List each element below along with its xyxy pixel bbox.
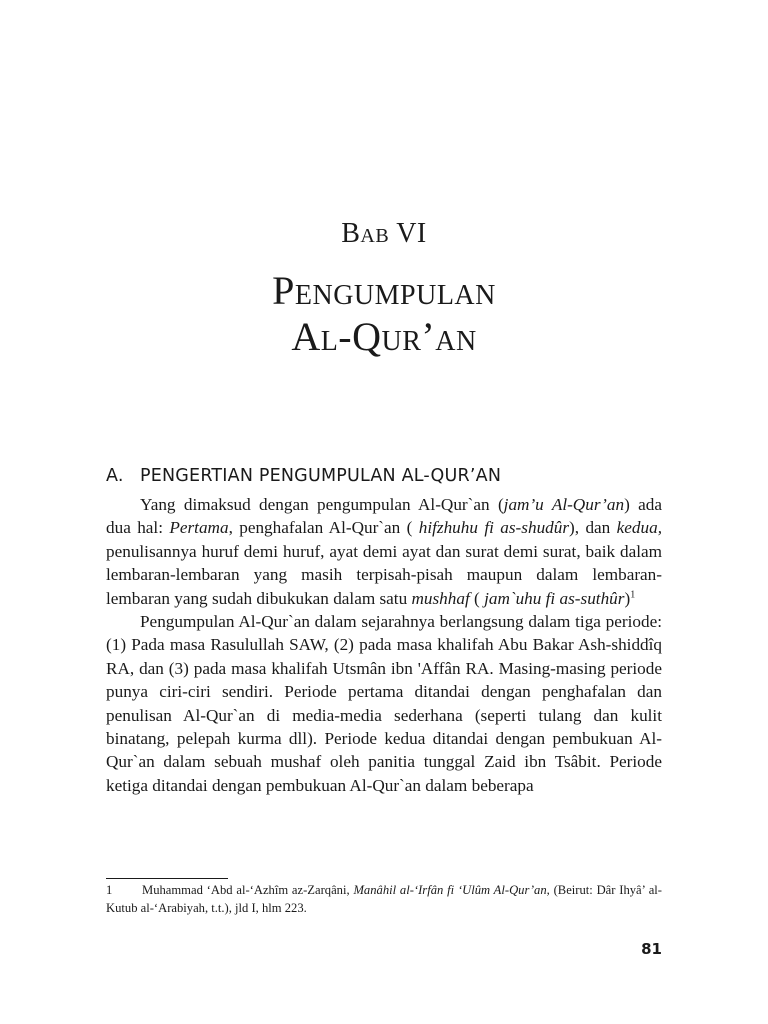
paragraph-1-text-5: penulisannya huruf demi huruf, ayat demi ayat dan surat demi surat, baik dalam lembaran-lembaran yang masih terpisah-pisah maupun dalam lembaran-lembaran yang sudah dibukukan dalam satu: [106, 541, 662, 608]
paragraph-1-text-6: (: [469, 588, 485, 608]
footnote: [106, 881, 662, 917]
chapter-title: [0, 268, 768, 360]
paragraph-1-italic-3: hifzhuhu fi as-shudûr: [418, 518, 570, 538]
body-text: [106, 493, 662, 797]
footnote-italic-1: Manâhil al-‘Irfân fi ‘Ulûm Al-Qur’an,: [353, 883, 550, 897]
footnote-number: 1: [106, 883, 113, 897]
paragraph-1-italic-2: Pertama: [169, 518, 229, 538]
paragraph-1-italic-5: mushhaf: [411, 588, 470, 608]
chapter-label: Bab VI: [341, 218, 427, 249]
paragraph-1-italic-4: kedua,: [616, 518, 662, 538]
chapter-title-line-1: Pengumpulan: [272, 268, 496, 313]
paragraph-1-italic-6: jam`uhu fi as-suthûr: [484, 588, 625, 608]
page-number: 81: [641, 940, 662, 958]
footnote-divider: [106, 878, 228, 879]
paragraph-1-text-7: ): [624, 588, 631, 608]
paragraph-1-text-4: ), dan: [569, 518, 617, 538]
paragraph-1-italic-1: jam’u Al-Qur’an: [503, 495, 625, 514]
chapter-title-line-2: Al-Qur’an: [291, 314, 477, 359]
paragraph-1: [106, 493, 662, 610]
section-heading: [106, 466, 666, 486]
footnote-text-2: (Beirut: Dâr Ihyâ’ al-Kutub al-‘Arabiyah, t.t.), jld I, hlm 223.: [106, 883, 662, 915]
paragraph-1-text-1: Yang dimaksud dengan pengumpulan Al-Qur`an (: [140, 495, 504, 514]
paragraph-1-text-2: ) ada dua hal:: [106, 495, 662, 538]
paragraph-2: Pengumpulan Al-Qur`an dalam sejarahnya berlangsung dalam tiga periode: (1) Pada masa Rasulullah SAW, (2) pada masa khalifah Abu Bakar Ash-shiddîq RA, dan (3) pada masa khalifah Utsmân ibn 'Affân RA. Masing-masing periode punya ciri-ciri sendiri. Periode pertama ditandai dengan penghafalan dan penulisan Al-Qur`an di media-media sederhana (seperti tulang dan kulit binatang, pelepah kurma dll). Periode kedua ditandai dengan pembukuan Al-Qur`an dalam sebuah mushaf oleh panitia tunggal Zaid ibn Tsâbit. Periode ketiga ditandai dengan pembukuan Al-Qur`an dalam beberapa: [106, 612, 662, 795]
paragraph-1-text-3: , penghafalan Al-Qur`an (: [228, 518, 419, 538]
footnote-text-1: Muhammad ‘Abd al-‘Azhîm az-Zarqâni,: [142, 883, 354, 897]
section-letter: A.: [106, 466, 124, 486]
footnote-reference[interactable]: 1: [630, 588, 636, 600]
section-heading-text: PENGERTIAN PENGUMPULAN AL-QUR’AN: [140, 466, 502, 486]
